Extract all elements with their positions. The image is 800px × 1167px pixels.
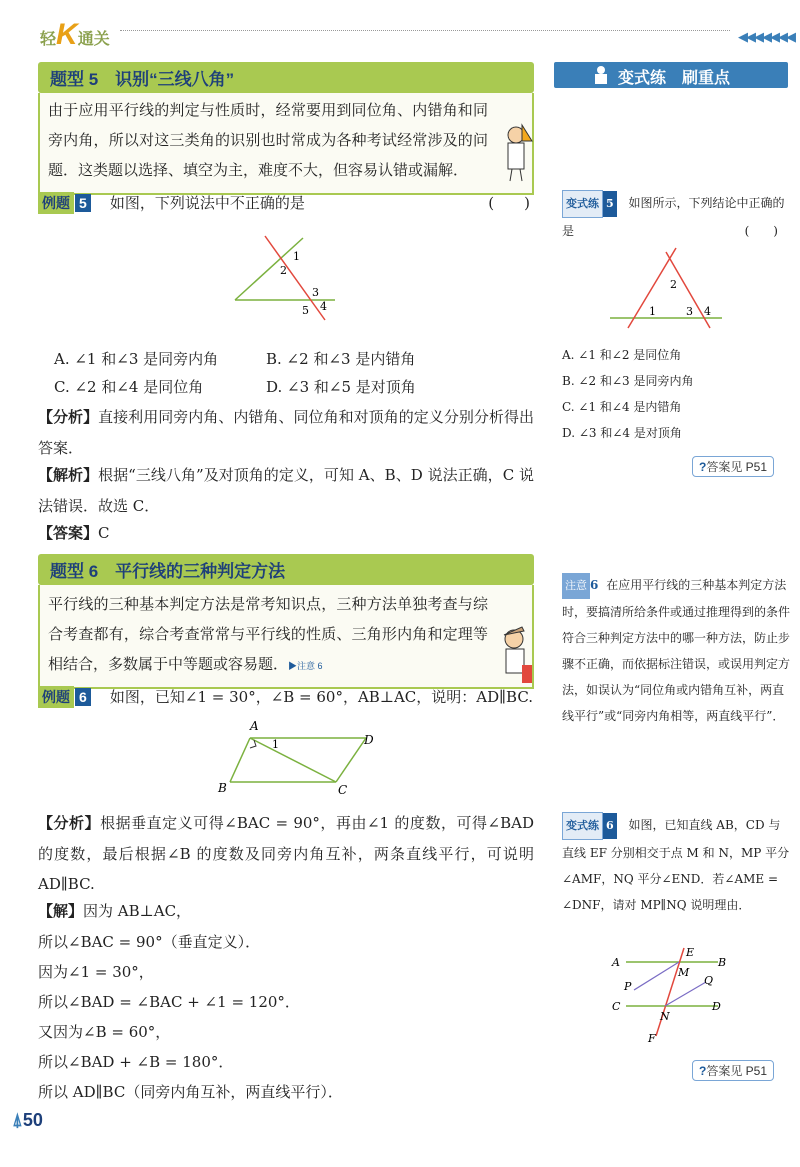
option-d: D. ∠3 和∠5 是对顶角 xyxy=(266,378,416,396)
variant6-answer-ref[interactable]: ?答案见 P51 xyxy=(692,1060,774,1081)
ex6-point-d: D xyxy=(364,733,374,747)
variant5-question-block: 变式练 5 如图所示，下列结论中正确的是 ( ) xyxy=(562,190,790,244)
note6-block: 注意 6 在应用平行线的三种基本判定方法时，要搞清所给条件或通过推理得到的条件符合三种判定方法中的哪一种方法，防止步骤不正确，而依据标注错误，或误用判定方法，如误认为“同位角或内错角互补，两直线平行”或“同旁内角相等，两直线平行”． xyxy=(562,572,790,729)
option-b: B. ∠2 和∠3 是内错角 xyxy=(266,350,416,368)
var6-point-e: E xyxy=(686,946,695,959)
solution-step: 所以∠BAC = 90°（垂直定义）． xyxy=(38,933,261,951)
var6-point-b: B xyxy=(718,956,727,969)
variant5-options xyxy=(562,342,790,446)
solution-step: 又因为∠B = 60°， xyxy=(38,1023,171,1041)
var6-point-c: C xyxy=(612,1000,621,1013)
var6-point-p: P xyxy=(624,980,632,993)
example5-bracket: ( ) xyxy=(488,194,530,212)
option-a: A. ∠1 和∠2 是同位角 xyxy=(562,348,682,362)
example6-solution: 【解】因为 AB⊥AC， 所以∠BAC = 90°（垂直定义）． 因为∠1 = 30°， 所以∠BAD = ∠BAC + ∠1 = 120°． 又因为∠B = 60°， 所以∠BAD + ∠B = 180°． 所以 AD∥BC（同旁内角互补，两直线平行）． xyxy=(38,896,534,1107)
var6-point-f: F xyxy=(648,1032,656,1045)
variant6-figure xyxy=(608,944,728,1044)
type5-section xyxy=(38,62,534,195)
page-icon: ⍋ xyxy=(12,1110,23,1130)
ex5-angle-2: 2 xyxy=(280,264,287,277)
var6-point-q: Q xyxy=(704,974,714,987)
solution-step: 所以 AD∥BC（同旁内角互补，两直线平行）． xyxy=(38,1083,343,1101)
example5-question: 如图，下列说法中不正确的是 xyxy=(109,194,305,212)
ex6-point-c: C xyxy=(338,783,348,797)
variant5-answer-ref[interactable]: ?答案见 P51 xyxy=(692,456,774,477)
note6-text: 在应用平行线的三种基本判定方法时，要搞清所给条件或通过推理得到的条件符合三种判定方法中的哪一种方法，防止步骤不正确，而依据标注错误，或误用判定方法，如误认为“同位角或内错角互补，两直线平行”或“同旁内角相等，两直线平行”． xyxy=(562,578,791,723)
ex5-angle-5: 5 xyxy=(302,304,309,317)
variant5-question: 如图所示，下列结论中正确的是 xyxy=(562,196,785,238)
var6-point-a: A xyxy=(612,956,620,969)
answer-hint-icon: ? xyxy=(699,460,707,474)
example5-solution: 【解析】根据“三线八角”及对顶角的定义，可知 A、B、D 说法正确，C 说法错误．故选 C． xyxy=(38,466,534,515)
example5-figure xyxy=(225,228,345,323)
var5-angle-1: 1 xyxy=(649,305,656,318)
ex5-angle-3: 3 xyxy=(312,286,319,299)
cartoon-figure-icon xyxy=(502,123,532,183)
var6-point-m: M xyxy=(678,966,690,979)
var6-point-d: D xyxy=(712,1000,721,1013)
variant-practice-title: 变式练 刷重点 xyxy=(618,70,731,87)
ex6-point-a: A xyxy=(250,719,259,733)
variant6-question: 如图，已知直线 AB，CD 与直线 EF 分别相交于点 M 和 N，MP 平分∠AMF，NQ 平分∠END．若∠AME = ∠DNF，请对 MP∥NQ 说明理由． xyxy=(562,818,790,912)
solution-step: 所以∠BAD + ∠B = 180°． xyxy=(38,1053,234,1071)
option-c: C. ∠1 和∠4 是内错角 xyxy=(562,400,682,414)
ex5-angle-4: 4 xyxy=(320,300,327,313)
variant5-figure xyxy=(606,242,726,332)
option-a: A. ∠1 和∠3 是同旁内角 xyxy=(54,350,219,368)
example6-figure xyxy=(218,716,388,797)
type5-title: 题型 5 识别“三线八角” xyxy=(38,62,534,93)
solution-step: 因为 AB⊥AC， xyxy=(83,902,192,920)
example6-header: 例题 6 如图，已知∠1 = 30°，∠B = 60°，AB⊥AC，说明：AD∥BC. xyxy=(38,686,534,708)
variant6-question-block: 变式练 6 如图，已知直线 AB，CD 与直线 EF 分别相交于点 M 和 N，MP 平分∠AMF，NQ 平分∠END．若∠AME = ∠DNF，请对 MP∥NQ 说明理由． xyxy=(562,812,790,918)
example6-question: 如图，已知∠1 = 30°，∠B = 60°，AB⊥AC，说明：AD∥BC. xyxy=(109,688,534,706)
ex5-angle-1: 1 xyxy=(293,250,300,263)
note6-ref[interactable]: ▶注意 6 xyxy=(288,661,323,671)
reading-person-icon xyxy=(590,64,612,86)
example5-analysis: 【分析】直接利用同旁内角、内错角、同位角和对顶角的定义分别分析得出答案． xyxy=(38,408,534,457)
var5-angle-4: 4 xyxy=(704,305,711,318)
option-b: B. ∠2 和∠3 是同旁内角 xyxy=(562,374,694,388)
var6-point-n: N xyxy=(660,1010,670,1023)
variant5-bracket: ( ) xyxy=(744,224,778,238)
ex6-point-b: B xyxy=(218,781,227,795)
option-c: C. ∠2 和∠4 是同位角 xyxy=(54,378,204,396)
example5-header: 例题 5 如图，下列说法中不正确的是 ( ) xyxy=(38,192,534,214)
var5-angle-2: 2 xyxy=(670,278,677,291)
type6-body: 平行线的三种基本判定方法是常考知识点，三种方法单独考查与综合考查都有，综合考查常常与平行线的性质、三角形内角和定理等相结合，多数属于中等题或容易题． xyxy=(48,595,488,673)
cartoon-figure-icon xyxy=(498,625,534,685)
header-divider xyxy=(120,30,730,31)
var5-angle-3: 3 xyxy=(686,305,693,318)
brand-logo: 轻K通关 xyxy=(40,18,110,51)
type6-section xyxy=(38,554,534,689)
example5-answer: 【答案】C xyxy=(38,524,110,542)
type5-body: 由于应用平行线的判定与性质时，经常要用到同位角、内错角和同旁内角，所以对这三类角的识别也时常成为各种考试经常涉及的问题．这类题以选择、填空为主，难度不大，但容易认错或漏解． xyxy=(48,101,488,179)
example6-analysis: 【分析】根据垂直定义可得∠BAC = 90°，再由∠1 的度数，可得∠BAD 的度数，最后根据∠B 的度数及同旁内角互补，两条直线平行，可说明 AD∥BC. xyxy=(38,814,534,893)
solution-step: 所以∠BAD = ∠BAC + ∠1 = 120°． xyxy=(38,993,300,1011)
type6-title: 题型 6 平行线的三种判定方法 xyxy=(38,554,534,585)
ex6-angle-1: 1 xyxy=(272,738,279,751)
answer-hint-icon: ? xyxy=(699,1064,707,1078)
option-d: D. ∠3 和∠4 是对顶角 xyxy=(562,426,682,440)
example5-options xyxy=(54,345,534,401)
solution-step: 因为∠1 = 30°， xyxy=(38,963,154,981)
header-arrows: ◀◀◀◀◀◀◀ xyxy=(738,30,794,45)
page-number: ⍋50 xyxy=(12,1110,43,1130)
